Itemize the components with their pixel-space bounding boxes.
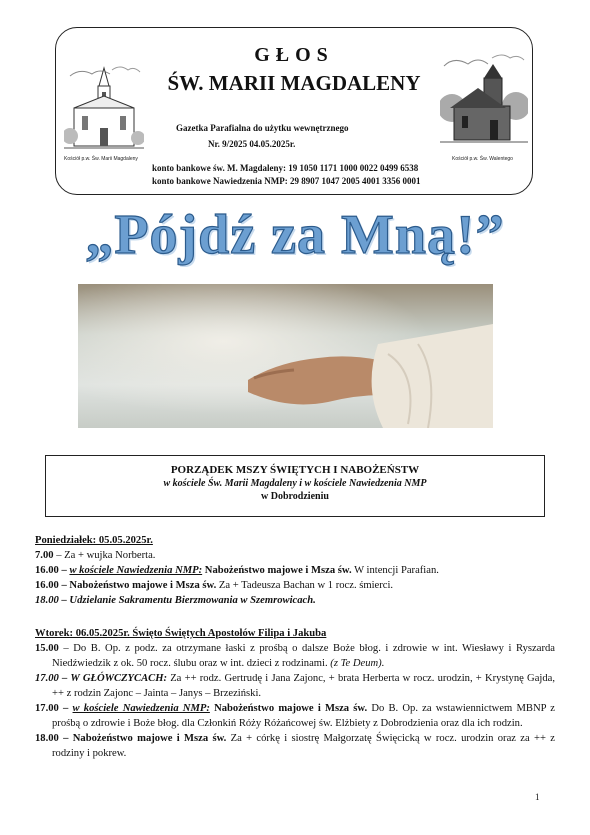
mass-entry: 17.00 – w kościele Nawiedzenia NMP: Nabożeństwo majowe i Msza św. Do B. Op. za wstawiennictwem MBNP z prośbą o zdrowie i Boże błog. dla Członkiń Róży Różańcowej św. Elżbiety z Dobrodzienia oraz dla ich rodzin. [35, 703, 555, 729]
page-number: 1 [535, 792, 540, 802]
day-heading: Wtorek: 06.05.2025r. Święto Świętych Apostołów Filipa i Jakuba [35, 628, 327, 639]
mass-entry: 18.00 – Nabożeństwo majowe i Msza św. Za + córkę i siostrę Małgorzatę Święcicką w rocz. urodzin oraz za ++ z rodziny i pokrew. [35, 733, 555, 759]
issue-number: Nr. 9/2025 04.05.2025r. [208, 139, 296, 149]
mass-entry: 16.00 – Nabożeństwo majowe i Msza św. Za + Tadeusza Bachan w 1 rocz. śmierci. [35, 580, 394, 591]
tuesday-schedule [35, 626, 555, 761]
box-line-2: w kościele Św. Marii Magdaleny i w kościele Nawiedzenia NMP [163, 478, 427, 489]
day-heading: Poniedziałek: 05.05.2025r. [35, 535, 153, 546]
caption-left: Kościół p.w. Św. Marii Magdaleny [64, 156, 138, 162]
mass-entry: 16.00 – w kościele Nawiedzenia NMP: Nabożeństwo majowe i Msza św. W intencji Parafian. [35, 565, 439, 576]
bank-account-2: konto bankowe Nawiedzenia NMP: 29 8907 1047 2005 4001 3356 0001 [152, 176, 421, 186]
title-line-2: ŚW. MARII MAGDALENY [167, 71, 421, 95]
motto-heading: „Pójdź za Mną!” [85, 204, 505, 266]
caption-right: Kościół p.w. Św. Walentego [452, 156, 513, 162]
schedule-title-box [45, 455, 545, 517]
hand-photo [78, 284, 493, 428]
masthead [55, 27, 533, 195]
box-line-1: PORZĄDEK MSZY ŚWIĘTYCH I NABOŻEŃSTW [170, 464, 420, 476]
bank-account-1: konto bankowe św. M. Magdaleny: 19 1050 1171 1000 0022 0499 6538 [152, 163, 419, 173]
box-line-3: w Dobrodzieniu [261, 491, 329, 502]
monday-schedule [35, 533, 555, 608]
subtitle: Gazetka Parafialna do użytku wewnętrznego [176, 123, 349, 133]
mass-entry: 18.00 – Udzielanie Sakramentu Bierzmowania w Szemrowicach. [35, 595, 316, 606]
mass-entry: 15.00 – Do B. Op. z podz. za otrzymane łaski z prośbą o dalsze Boże błog. i zdrowie w int. Wiesławy i Ryszarda Niedźwiedzik z ok. 50 rocz. ślubu oraz w int. dzieci z rodzinami. (z Te Deum). [35, 643, 555, 669]
title-line-1: GŁOS [254, 44, 334, 66]
mass-entry: 7.00 – Za + wujka Norberta. [35, 550, 156, 561]
mass-entry: 17.00 – W GŁÓWCZYCACH: Za ++ rodz. Gertrudę i Jana Zajonc, + brata Herberta w rocz. urodzin, + Krystynę Gajda, ++ z rodzin Zajonc – Jainta – Janys – Brzeziński. [35, 673, 555, 699]
